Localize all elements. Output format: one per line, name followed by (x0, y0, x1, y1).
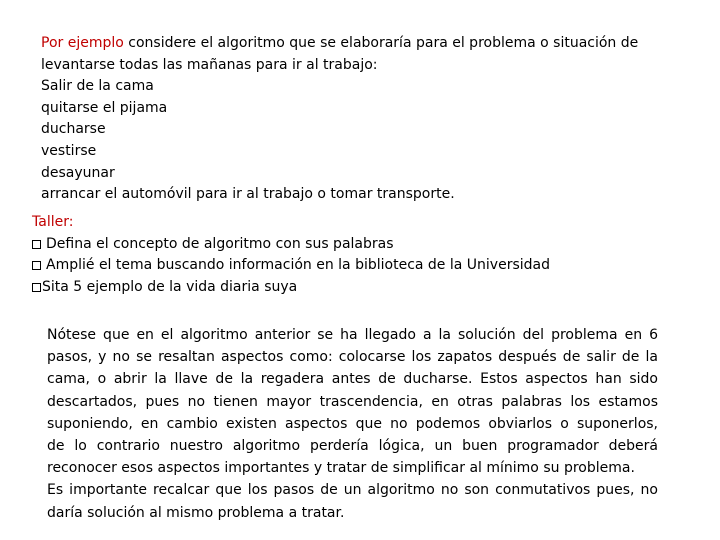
taller-item (32, 255, 692, 277)
note-line: Es importante recalcar que los pasos de un algoritmo no son conmutativos pues, no (47, 482, 658, 499)
note-line: reconocer esos aspectos importantes y tratar de simplificar al mínimo su problema. (47, 460, 635, 477)
note-line: pasos, y no se resaltan aspectos como: colocarse los zapatos después de salir de la (47, 349, 658, 366)
step-item: arrancar el automóvil para ir al trabajo o tomar transporte. (41, 186, 455, 203)
step-item: desayunar (41, 164, 115, 181)
step-item: Salir de la cama (41, 78, 154, 95)
checkbox-bullet-icon (32, 283, 41, 292)
taller-section (32, 212, 692, 298)
intro-line-1-text: considere el algoritmo que se elaboraría para el problema o situación de (123, 35, 639, 51)
taller-item (32, 234, 692, 256)
checkbox-bullet-icon (32, 240, 41, 249)
note-line: de lo contrario nuestro algoritmo perdería lógica, un buen programador deberá (47, 438, 658, 455)
taller-item (32, 277, 692, 299)
note-line: daría solución al mismo problema a tratar. (47, 504, 345, 521)
step-item: quitarse el pijama (41, 99, 168, 116)
step-item: vestirse (41, 142, 97, 159)
example-lead: Por ejemplo (41, 35, 124, 51)
taller-item-text: Amplié el tema buscando información en la biblioteca de la Universidad (46, 257, 550, 274)
note-line: suponiendo, en cambio existen aspectos que no podemos obviarlos o suponerlos, (47, 415, 658, 432)
checkbox-bullet-icon (32, 261, 41, 270)
step-item: ducharse (41, 121, 106, 138)
note-paragraph (47, 324, 658, 524)
taller-item-text: Sita 5 ejemplo de la vida diaria suya (42, 278, 298, 295)
intro-line-2: levantarse todas las mañanas para ir al trabajo: (41, 56, 378, 73)
intro-section (41, 33, 681, 206)
taller-item-text: Defina el concepto de algoritmo con sus palabras (46, 235, 394, 252)
note-line: Nótese que en el algoritmo anterior se ha llegado a la solución del problema en 6 (47, 327, 658, 343)
taller-title: Taller: (32, 214, 74, 230)
note-line: descartados, pues no tienen mayor trascendencia, en otras palabras los estamos (47, 393, 658, 410)
note-line: cama, o abrir la llave de la regadera antes de ducharse. Estos aspectos han sido (47, 371, 658, 388)
intro-line-1 (41, 33, 681, 55)
